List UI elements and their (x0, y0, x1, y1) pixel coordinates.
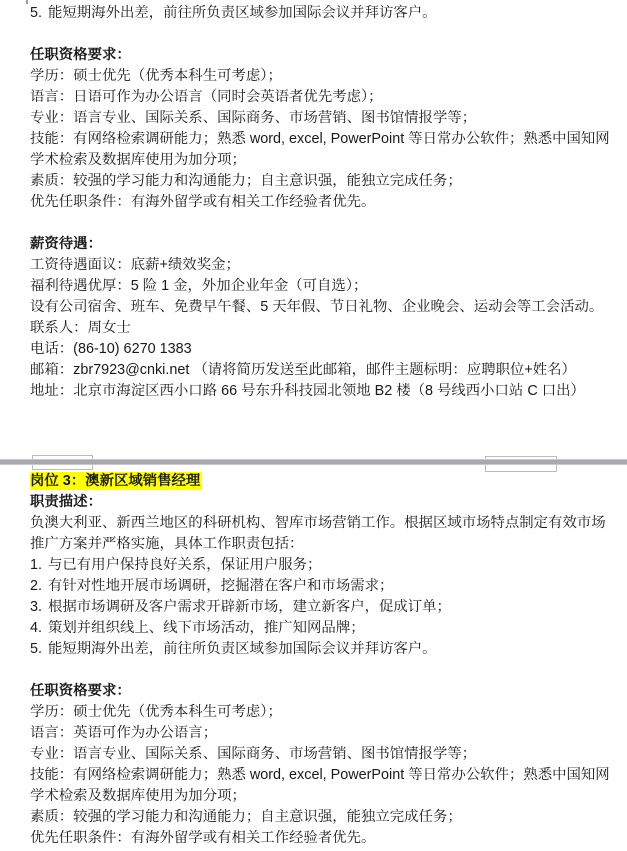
list-text: 策划并组织线上、线下市场活动，推广知网品牌； (48, 620, 365, 636)
salary-line-perks: 设有公司宿舍、班车、免费早午餐、5 天年假、节日礼物、企业晚会、运动会等工会活动。 (30, 299, 604, 315)
position-title-row (30, 471, 612, 492)
list-item (30, 555, 612, 576)
salary-line-pay: 工资待遇面议：底薪+绩效奖金； (30, 257, 240, 273)
qualification-line-major: 专业：语言专业、国际关系、国际商务、市场营销、图书馆情报学等； (30, 746, 477, 762)
contact-phone-line: 电话：(86-10) 6270 1383 (30, 341, 192, 357)
contact-person-line: 联系人：周女士 (30, 320, 131, 336)
list-text: 根据市场调研及客户需求开辟新市场，建立新客户，促成订单； (48, 599, 451, 615)
qualification-line-skills: 技能：有网络检索调研能力；熟悉 word, excel, PowerPoint 等日常办公软件；熟悉中国知网学术检索及数据库使用为加分项； (30, 131, 610, 168)
qualification-line-preferred: 优先任职条件：有海外留学或有相关工作经验者优先。 (30, 830, 376, 846)
salary-line-benefits: 福利待遇优厚：5 险 1 金，外加企业年金（可自选）； (30, 278, 368, 294)
blank-line (30, 24, 612, 45)
list-number: 5. (30, 5, 43, 21)
list-text: 有针对性地开展市场调研，挖掘潜在客户和市场需求； (48, 578, 394, 594)
list-number: 4. (30, 620, 43, 636)
list-text: 能短期海外出差，前往所负责区域参加国际会议并拜访客户。 (48, 641, 437, 657)
list-item (30, 597, 612, 618)
list-item (30, 639, 612, 660)
list-number: 1. (30, 557, 43, 573)
blank-line (30, 660, 612, 681)
list-number: 5. (30, 641, 43, 657)
qualification-line-education: 学历：硕士优先（优秀本科生可考虑）； (30, 68, 282, 84)
list-item (30, 3, 612, 24)
section-heading-qualifications: 任职资格要求： (30, 47, 131, 63)
section-heading-salary: 薪资待遇： (30, 236, 102, 252)
section-heading-duties: 职责描述： (30, 494, 102, 510)
qualification-line-language: 语言：日语可作为办公语言（同时会英语者优先考虑）； (30, 89, 383, 105)
qualification-line-traits: 素质：较强的学习能力和沟通能力；自主意识强，能独立完成任务； (30, 173, 462, 189)
qualification-line-education: 学历：硕士优先（优秀本科生可考虑）； (30, 704, 282, 720)
page1-content (30, 3, 612, 402)
list-item (30, 576, 612, 597)
list-number: 2. (30, 578, 43, 594)
qualification-line-skills: 技能：有网络检索调研能力；熟悉 word, excel, PowerPoint 等日常办公软件；熟悉中国知网学术检索及数据库使用为加分项； (30, 767, 610, 804)
section-heading-qualifications: 任职资格要求： (30, 683, 131, 699)
page-edge-artifact (26, 0, 28, 4)
qualification-line-preferred: 优先任职条件：有海外留学或有相关工作经验者优先。 (30, 194, 376, 210)
contact-address-line: 地址：北京市海淀区西小口路 66 号东升科技园北领地 B2 楼（8 号线西小口站 C 口出） (30, 383, 585, 399)
list-text: 能短期海外出差，前往所负责区域参加国际会议并拜访客户。 (48, 5, 437, 21)
qualification-line-language: 语言：英语可作为办公语言； (30, 725, 218, 741)
qualification-line-major: 专业：语言专业、国际关系、国际商务、市场营销、图书馆情报学等； (30, 110, 477, 126)
duties-intro: 负澳大利亚、新西兰地区的科研机构、智库市场营销工作。根据区域市场特点制定有效市场推广方案并严格实施，具体工作职责包括： (30, 515, 606, 552)
contact-email-line: 邮箱：zbr7923@cnki.net （请将简历发送至此邮箱，邮件主题标明：应聘职位+姓名） (30, 362, 576, 378)
position-title-highlight: 岗位 3：澳新区域销售经理 (30, 473, 201, 489)
qualification-line-traits: 素质：较强的学习能力和沟通能力；自主意识强，能独立完成任务； (30, 809, 462, 825)
list-number: 3. (30, 599, 43, 615)
blank-line (30, 213, 612, 234)
list-text: 与已有用户保持良好关系，保证用户服务； (48, 557, 322, 573)
list-item (30, 618, 612, 639)
page2-content (30, 471, 612, 849)
page-break-line (0, 459, 627, 465)
